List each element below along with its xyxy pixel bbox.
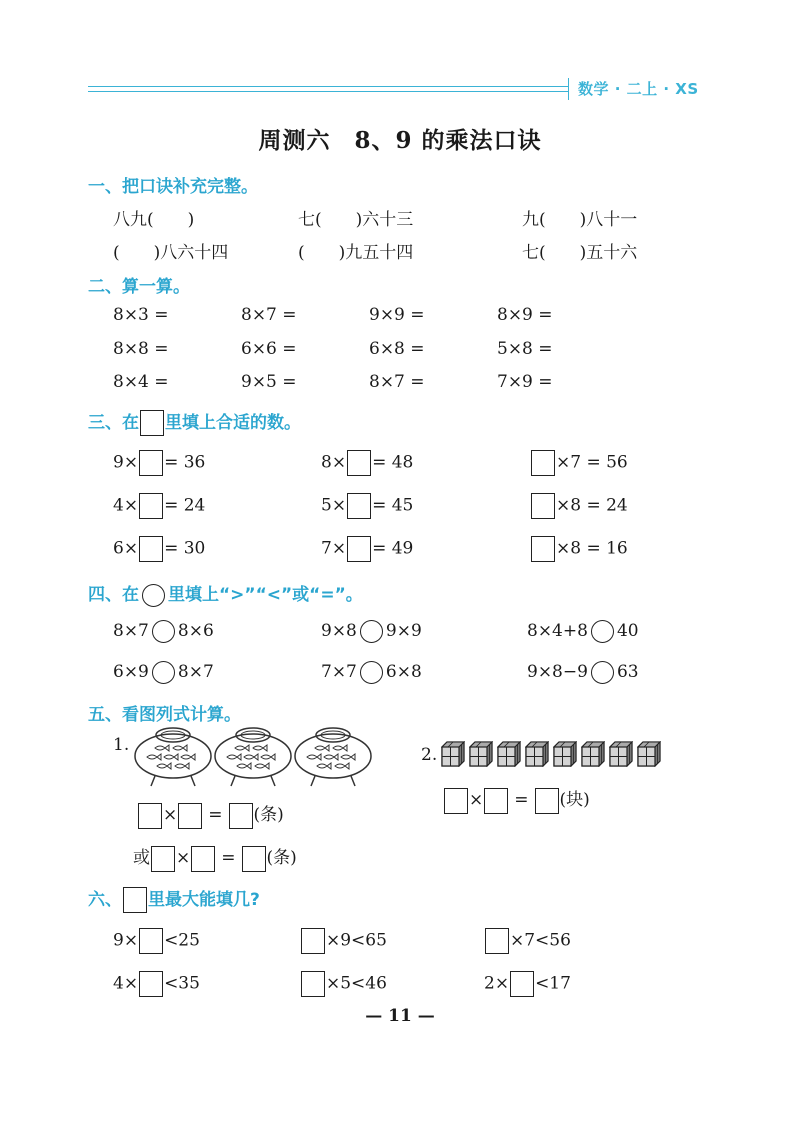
compare-circle[interactable] bbox=[152, 661, 175, 684]
p1-equation-alt bbox=[133, 843, 297, 872]
cube-block-icon bbox=[581, 741, 605, 767]
section1-title: 一、把口诀补充完整。 bbox=[88, 177, 258, 197]
equals-sign: = bbox=[208, 805, 223, 825]
cube-block-icon bbox=[553, 741, 577, 767]
s3-item bbox=[530, 493, 628, 519]
s3-post: = 30 bbox=[164, 538, 206, 559]
s4-item bbox=[527, 620, 639, 643]
s3-pre: 9× bbox=[113, 452, 139, 473]
section4-title bbox=[88, 580, 363, 607]
s3-item bbox=[321, 536, 413, 562]
answer-box[interactable] bbox=[229, 803, 253, 829]
compare-circle[interactable] bbox=[152, 620, 175, 643]
compare-circle[interactable] bbox=[360, 620, 383, 643]
s3-pre: 8× bbox=[321, 452, 347, 473]
s2-item: 8×3 = bbox=[113, 305, 169, 325]
answer-box[interactable] bbox=[178, 803, 202, 829]
s3-post: = 45 bbox=[372, 495, 414, 516]
s6-item bbox=[484, 971, 571, 997]
times-sign: × bbox=[176, 848, 191, 868]
answer-box[interactable] bbox=[510, 971, 534, 997]
s6-pre: 4× bbox=[113, 973, 139, 994]
s3-pre: 6× bbox=[113, 538, 139, 559]
s4-right: 40 bbox=[616, 621, 639, 641]
s3-post: ×8 = 24 bbox=[556, 495, 628, 516]
s6-post: ×5<46 bbox=[326, 973, 387, 994]
answer-box[interactable] bbox=[242, 846, 266, 872]
s3-item bbox=[321, 493, 413, 519]
header-divider bbox=[568, 78, 569, 100]
answer-box[interactable] bbox=[535, 788, 559, 814]
s4-left: 7×7 bbox=[321, 662, 357, 682]
answer-box[interactable] bbox=[139, 928, 163, 954]
or-label: 或 bbox=[133, 848, 150, 868]
header-rule bbox=[88, 86, 568, 87]
cube-block-icon bbox=[497, 741, 521, 767]
cube-block-icon bbox=[525, 741, 549, 767]
s1-item: 七( )六十三 bbox=[298, 210, 414, 230]
s6-item bbox=[113, 971, 200, 997]
s2-item: 9×9 = bbox=[369, 305, 425, 325]
s1-item: 九( )八十一 bbox=[522, 210, 638, 230]
s4-item bbox=[321, 661, 422, 684]
s3-item bbox=[530, 450, 628, 476]
s4-item bbox=[527, 661, 639, 684]
fish-plate-illustration bbox=[293, 726, 373, 788]
s3-item bbox=[113, 536, 205, 562]
answer-box[interactable] bbox=[301, 928, 325, 954]
section2-title: 二、算一算。 bbox=[88, 277, 190, 297]
s2-item: 6×6 = bbox=[241, 339, 297, 359]
unit-label: (块) bbox=[559, 790, 590, 810]
s4-right: 6×8 bbox=[385, 662, 422, 682]
s6-item bbox=[300, 928, 387, 954]
s4-left: 6×9 bbox=[113, 662, 149, 682]
s3-post: = 24 bbox=[164, 495, 206, 516]
answer-box[interactable] bbox=[191, 846, 215, 872]
s3-post: = 48 bbox=[372, 452, 414, 473]
unit-label: (条) bbox=[266, 848, 297, 868]
s4-item bbox=[113, 620, 214, 643]
section5-title: 五、看图列式计算。 bbox=[88, 705, 241, 725]
answer-box[interactable] bbox=[301, 971, 325, 997]
equals-sign: = bbox=[514, 790, 529, 810]
equals-sign: = bbox=[221, 848, 236, 868]
cube-block-icon bbox=[441, 741, 465, 767]
s6-post: <25 bbox=[164, 930, 200, 951]
compare-circle[interactable] bbox=[591, 661, 614, 684]
answer-box[interactable] bbox=[139, 493, 163, 519]
answer-box[interactable] bbox=[139, 971, 163, 997]
s4-right: 9×9 bbox=[385, 621, 422, 641]
p2-equation bbox=[443, 785, 590, 814]
s3-pre: 5× bbox=[321, 495, 347, 516]
problem2-label: 2. bbox=[421, 745, 438, 765]
cube-block-icon bbox=[469, 741, 493, 767]
s4-item bbox=[321, 620, 422, 643]
p1-equation bbox=[137, 800, 284, 829]
answer-box[interactable] bbox=[444, 788, 468, 814]
s1-item: 八九( ) bbox=[113, 210, 195, 230]
answer-box[interactable] bbox=[347, 536, 371, 562]
s3-item bbox=[113, 493, 205, 519]
unit-label: (条) bbox=[253, 805, 284, 825]
times-sign: × bbox=[163, 805, 178, 825]
s4-item bbox=[113, 661, 214, 684]
s6-post: <17 bbox=[535, 973, 571, 994]
s2-item: 9×5 = bbox=[241, 372, 297, 392]
s2-item: 8×8 = bbox=[113, 339, 169, 359]
s3-item bbox=[113, 450, 205, 476]
s2-item: 7×9 = bbox=[497, 372, 553, 392]
times-sign: × bbox=[469, 790, 484, 810]
section4-title-post: 里填上“>”“<”或“=”。 bbox=[168, 585, 363, 605]
s2-item: 8×4 = bbox=[113, 372, 169, 392]
s3-pre: 7× bbox=[321, 538, 347, 559]
s4-left: 8×7 bbox=[113, 621, 149, 641]
s2-item: 8×9 = bbox=[497, 305, 553, 325]
answer-box[interactable] bbox=[347, 493, 371, 519]
answer-box-icon bbox=[140, 410, 164, 436]
section6-title-pre: 六、 bbox=[88, 890, 122, 910]
answer-box[interactable] bbox=[347, 450, 371, 476]
page-number: — 11 — bbox=[365, 1006, 435, 1026]
answer-box-icon bbox=[123, 887, 147, 913]
s3-post: ×8 = 16 bbox=[556, 538, 628, 559]
s1-item: 七( )五十六 bbox=[522, 243, 638, 263]
section4-title-pre: 四、在 bbox=[88, 585, 139, 605]
s6-post: <35 bbox=[164, 973, 200, 994]
s2-item: 6×8 = bbox=[369, 339, 425, 359]
answer-box[interactable] bbox=[485, 928, 509, 954]
s2-item: 5×8 = bbox=[497, 339, 553, 359]
s4-right: 63 bbox=[616, 662, 639, 682]
s3-post: ×7 = 56 bbox=[556, 452, 628, 473]
fish-plate-illustration bbox=[213, 726, 293, 788]
compare-circle[interactable] bbox=[591, 620, 614, 643]
s6-item bbox=[484, 928, 571, 954]
answer-box[interactable] bbox=[151, 846, 175, 872]
s4-left: 9×8−9 bbox=[527, 662, 588, 682]
s6-post: ×9<65 bbox=[326, 930, 387, 951]
s6-item bbox=[300, 971, 387, 997]
page-title: 周测六 8、9 的乘法口诀 bbox=[258, 127, 542, 154]
s3-item bbox=[530, 536, 628, 562]
section3-title-post: 里填上合适的数。 bbox=[165, 413, 301, 433]
answer-box[interactable] bbox=[138, 803, 162, 829]
section3-title bbox=[88, 408, 301, 436]
answer-box[interactable] bbox=[531, 536, 555, 562]
answer-box[interactable] bbox=[139, 536, 163, 562]
s1-item: ( )八六十四 bbox=[113, 243, 229, 263]
s6-pre: 2× bbox=[484, 973, 510, 994]
fish-plate-illustration bbox=[133, 726, 213, 788]
cube-row bbox=[441, 741, 661, 767]
s6-item bbox=[113, 928, 200, 954]
s1-item: ( )九五十四 bbox=[298, 243, 414, 263]
cube-block-icon bbox=[609, 741, 633, 767]
s4-right: 8×7 bbox=[177, 662, 214, 682]
s4-left: 9×8 bbox=[321, 621, 357, 641]
answer-box[interactable] bbox=[531, 450, 555, 476]
s6-post: ×7<56 bbox=[510, 930, 571, 951]
section6-title bbox=[88, 885, 260, 913]
header-rule-thin bbox=[88, 91, 568, 92]
compare-circle[interactable] bbox=[360, 661, 383, 684]
s6-pre: 9× bbox=[113, 930, 139, 951]
s2-item: 8×7 = bbox=[369, 372, 425, 392]
section3-title-pre: 三、在 bbox=[88, 413, 139, 433]
answer-box[interactable] bbox=[484, 788, 508, 814]
s3-post: = 36 bbox=[164, 452, 206, 473]
compare-circle-icon bbox=[142, 584, 165, 607]
header-brand: 数学 · 二上 · XS bbox=[578, 80, 699, 98]
s4-left: 8×4+8 bbox=[527, 621, 588, 641]
problem1-label: 1. bbox=[113, 735, 130, 755]
cube-block-icon bbox=[637, 741, 661, 767]
s3-post: = 49 bbox=[372, 538, 414, 559]
s2-item: 8×7 = bbox=[241, 305, 297, 325]
s3-item bbox=[321, 450, 413, 476]
section6-title-post: 里最大能填几? bbox=[148, 890, 260, 910]
answer-box[interactable] bbox=[139, 450, 163, 476]
s4-right: 8×6 bbox=[177, 621, 214, 641]
answer-box[interactable] bbox=[531, 493, 555, 519]
s3-pre: 4× bbox=[113, 495, 139, 516]
